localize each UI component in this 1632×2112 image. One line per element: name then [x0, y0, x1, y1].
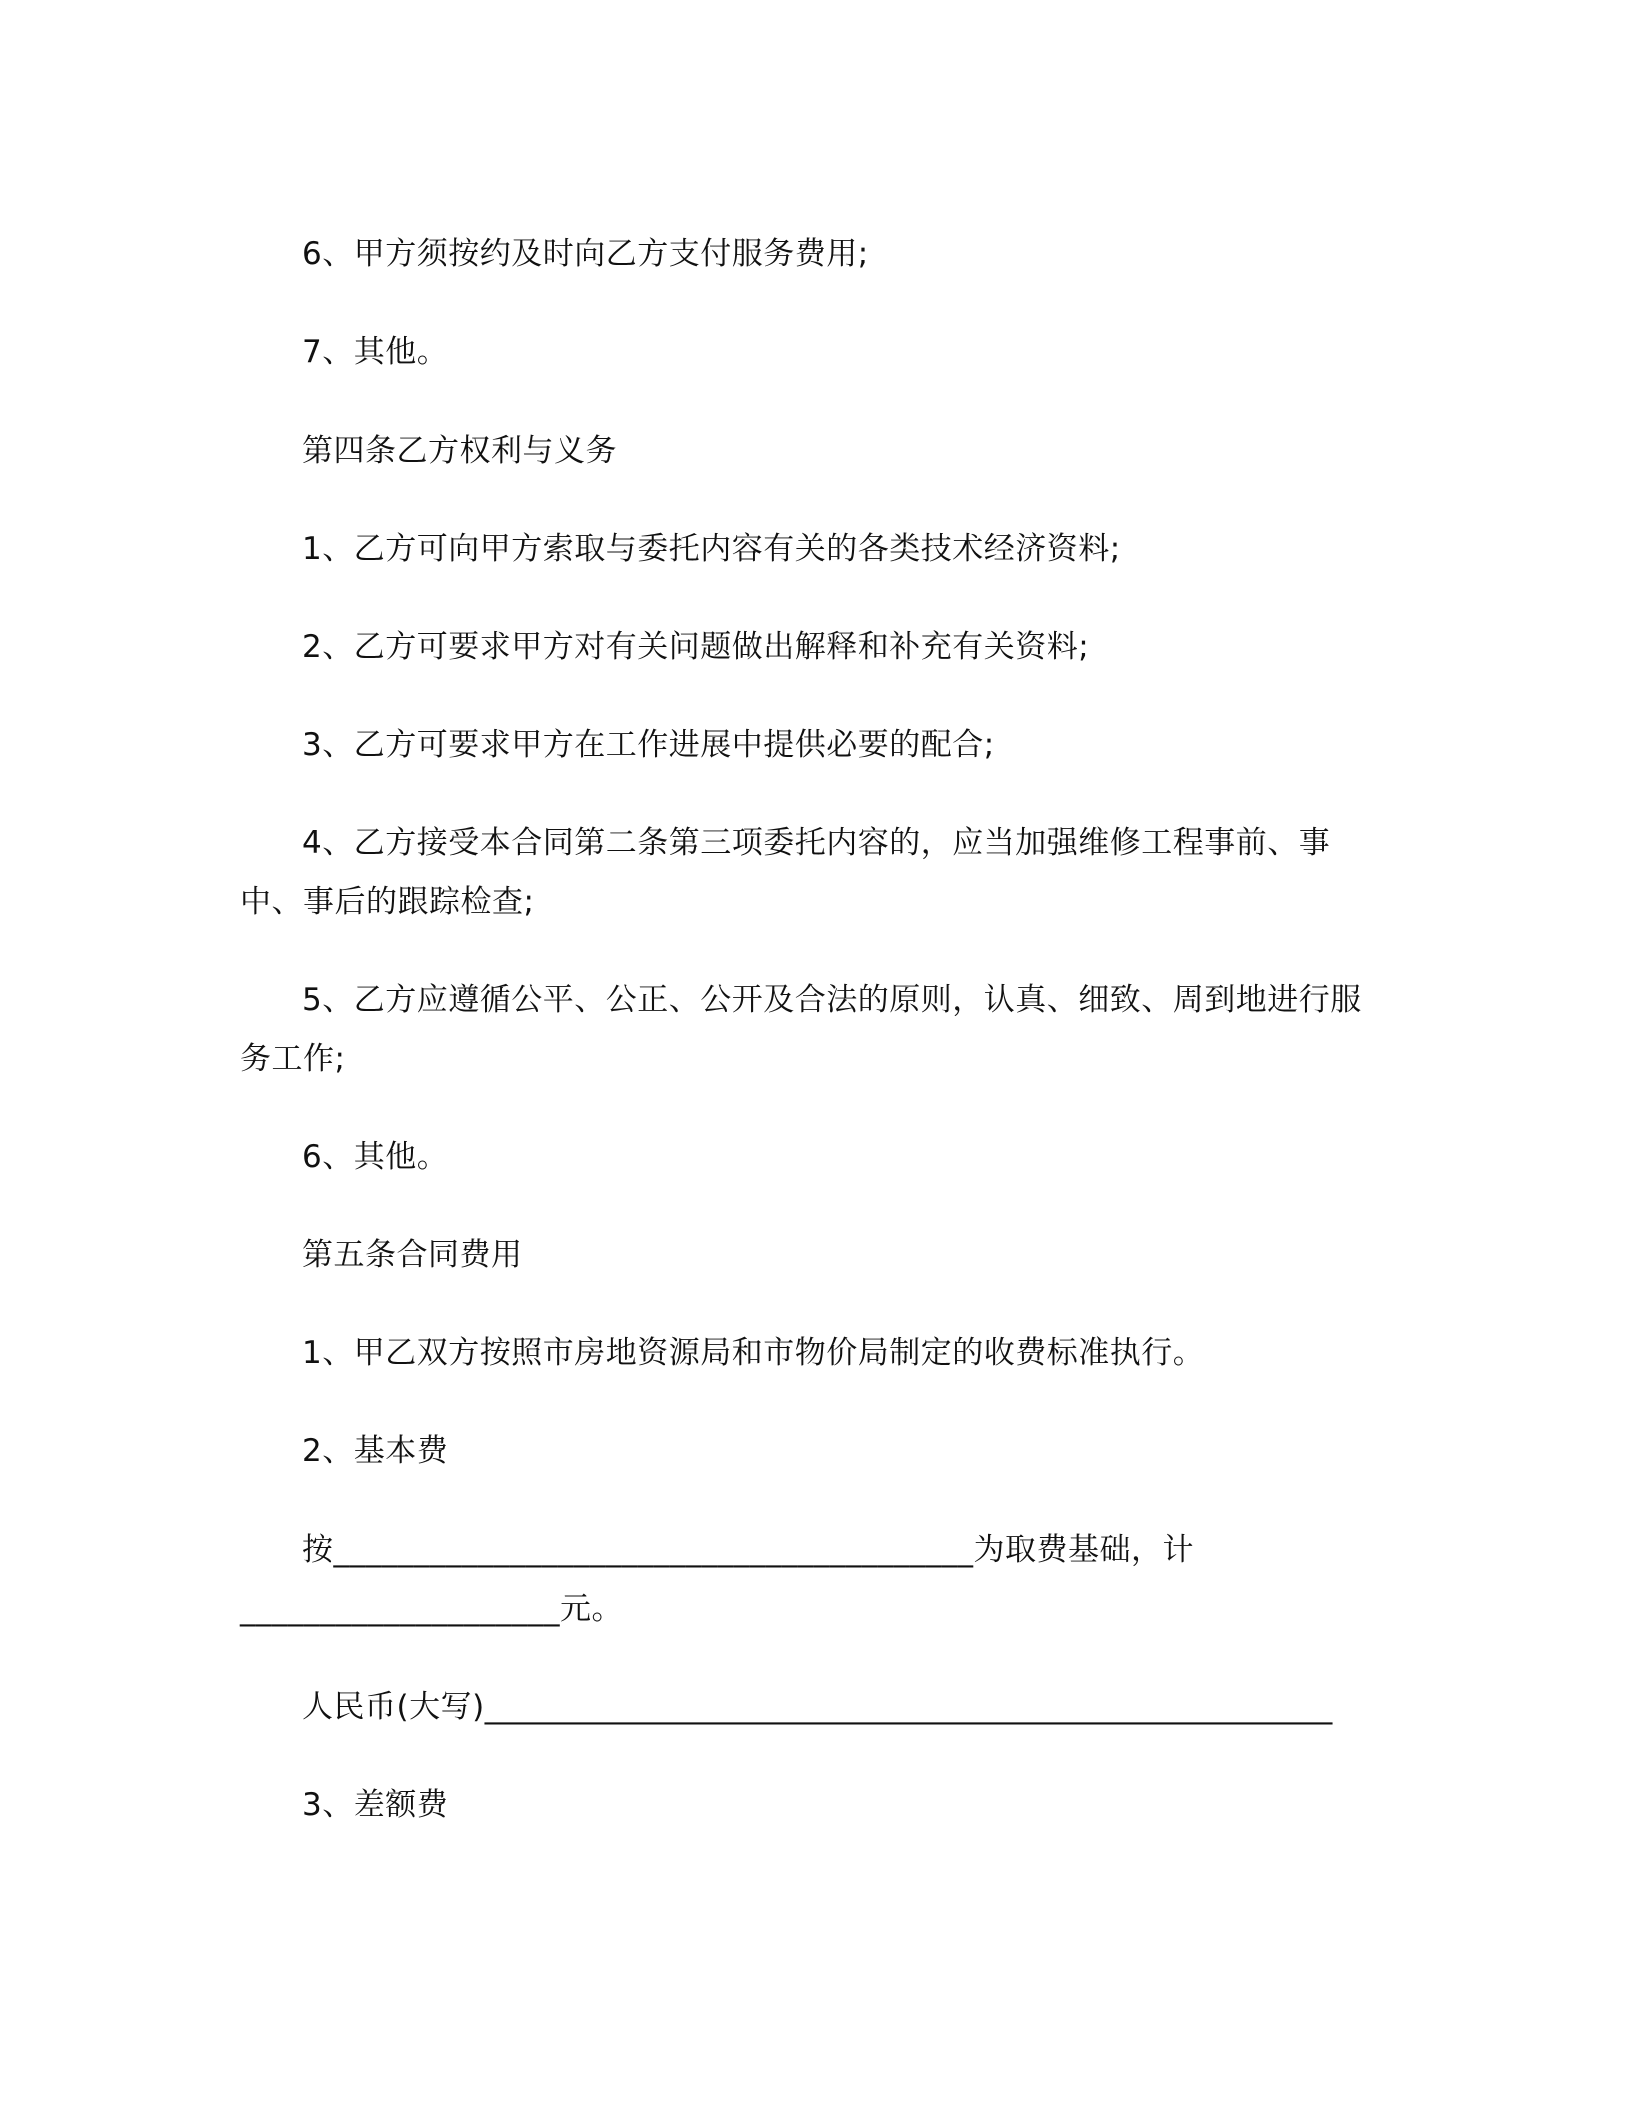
article-4-heading: 第四条乙方权利与义务 [302, 433, 617, 469]
clause-c2: 2、基本费 [302, 1433, 449, 1469]
clause-b5-line2: 务工作; [240, 1041, 346, 1077]
clause-b4-line1: 4、乙方接受本合同第二条第三项委托内容的，应当加强维修工程事前、事 [302, 825, 1331, 861]
clause-c3: 3、差额费 [302, 1787, 449, 1823]
fee-basis-line1: 按________________________________________为取费基础，计 [302, 1532, 1194, 1568]
clause-c1: 1、甲乙双方按照市房地资源局和市物价局制定的收费标准执行。 [302, 1335, 1205, 1371]
clause-b1: 1、乙方可向甲方索取与委托内容有关的各类技术经济资料; [302, 531, 1121, 567]
fee-basis-line2: ____________________元。 [240, 1591, 623, 1627]
clause-b6: 6、其他。 [302, 1139, 449, 1175]
clause-a7: 7、其他。 [302, 334, 449, 370]
clause-b2: 2、乙方可要求甲方对有关问题做出解释和补充有关资料; [302, 629, 1090, 665]
rmb-uppercase-line: 人民币(大写)_____________________________________________________ [302, 1689, 1333, 1725]
article-5-heading: 第五条合同费用 [302, 1237, 523, 1273]
clause-b3: 3、乙方可要求甲方在工作进展中提供必要的配合; [302, 727, 995, 763]
clause-a6: 6、甲方须按约及时向乙方支付服务费用; [302, 236, 869, 272]
clause-b4-line2: 中、事后的跟踪检查; [240, 884, 535, 920]
clause-b5-line1: 5、乙方应遵循公平、公正、公开及合法的原则，认真、细致、周到地进行服 [302, 982, 1362, 1018]
